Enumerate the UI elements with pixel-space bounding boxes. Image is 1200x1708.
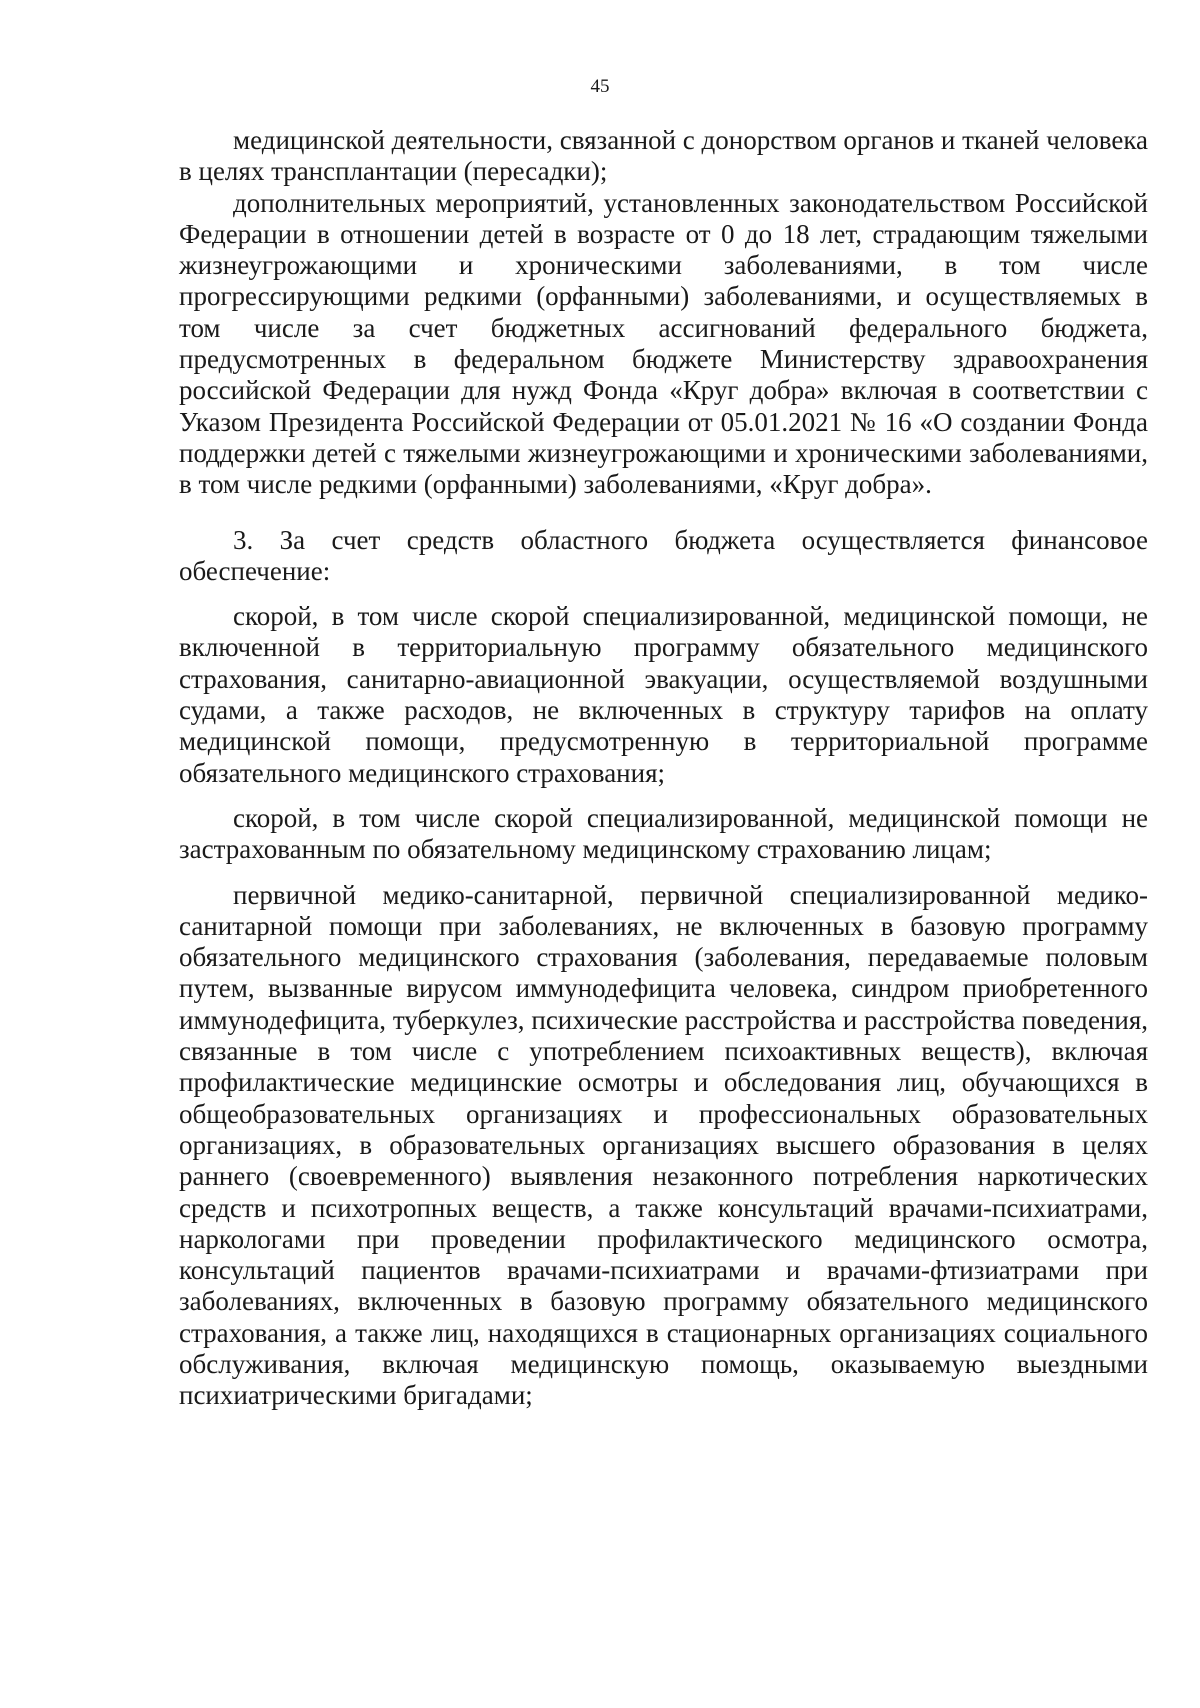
paragraph-emergency-uninsured: скорой, в том числе скорой специализированной, медицинской помощи не застрахованным по обязательному медицинскому страхованию лицам; — [179, 802, 1148, 865]
paragraph-section-3-intro: 3. За счет средств областного бюджета осуществляется финансовое обеспечение: — [179, 524, 1148, 586]
paragraph-emergency-aid: скорой, в том числе скорой специализированной, медицинской помощи, не включенной в территориальную программу обязательного медицинского страхования, санитарно-авиационной эвакуации, осуществляемой воздушными судами, а также расходов, не включенных в структуру тарифов на оплату медицинской помощи, предусмотренную в территориальной программе обязательного медицинского страхования; — [179, 601, 1148, 788]
paragraph-transplantation: медицинской деятельности, связанной с донорством органов и тканей человека в целях трансплантации (пересадки); — [179, 125, 1149, 187]
page-number: 45 — [590, 76, 610, 97]
document-body — [179, 125, 1148, 1412]
paragraph-additional-measures: дополнительных мероприятий, установленных законодательством Российской Федерации в отношении детей в возрасте от 0 до 18 лет, страдающим тяжелыми жизнеугрожающими и хроническими заболеваниями, в том числе прогрессирующими редкими (орфанными) заболеваниями, и осуществляемых в том числе за счет бюджетных ассигнований федерального бюджета, предусмотренных в федеральном бюджете Министерству здравоохранения российской Федерации для нужд Фонда «Круг добра» включая в соответствии с Указом Президента Российской Федерации от 05.01.2021 № 16 «О создании Фонда поддержки детей с тяжелыми жизнеугрожающими и хроническими заболеваниями, в том числе редкими (орфанными) заболеваниями, «Круг добра». — [179, 187, 1148, 500]
paragraph-primary-care: первичной медико-санитарной, первичной специализированной медико-санитарной помощи при заболеваниях, не включенных в базовую программу обязательного медицинского страхования (заболевания, передаваемые половым путем, вызванные вирусом иммунодефицита человека, синдром приобретенного иммунодефицита, туберкулез, психические расстройства и расстройства поведения, связанные в том числе с употреблением психоактивных веществ), включая профилактические медицинские осмотры и обследования лиц, обучающихся в общеобразовательных организациях и профессиональных образовательных организациях, в образовательных организациях высшего образования в целях раннего (своевременного) выявления незаконного потребления наркотических средств и психотропных веществ, а также консультаций врачами-психиатрами, наркологами при проведении профилактического медицинского осмотра, консультаций пациентов врачами-психиатрами и врачами-фтизиатрами при заболеваниях, включенных в базовую программу обязательного медицинского страхования, а также лиц, находящихся в стационарных организациях социального обслуживания, включая медицинскую помощь, оказываемую выездными психиатрическими бригадами; — [179, 879, 1148, 1411]
